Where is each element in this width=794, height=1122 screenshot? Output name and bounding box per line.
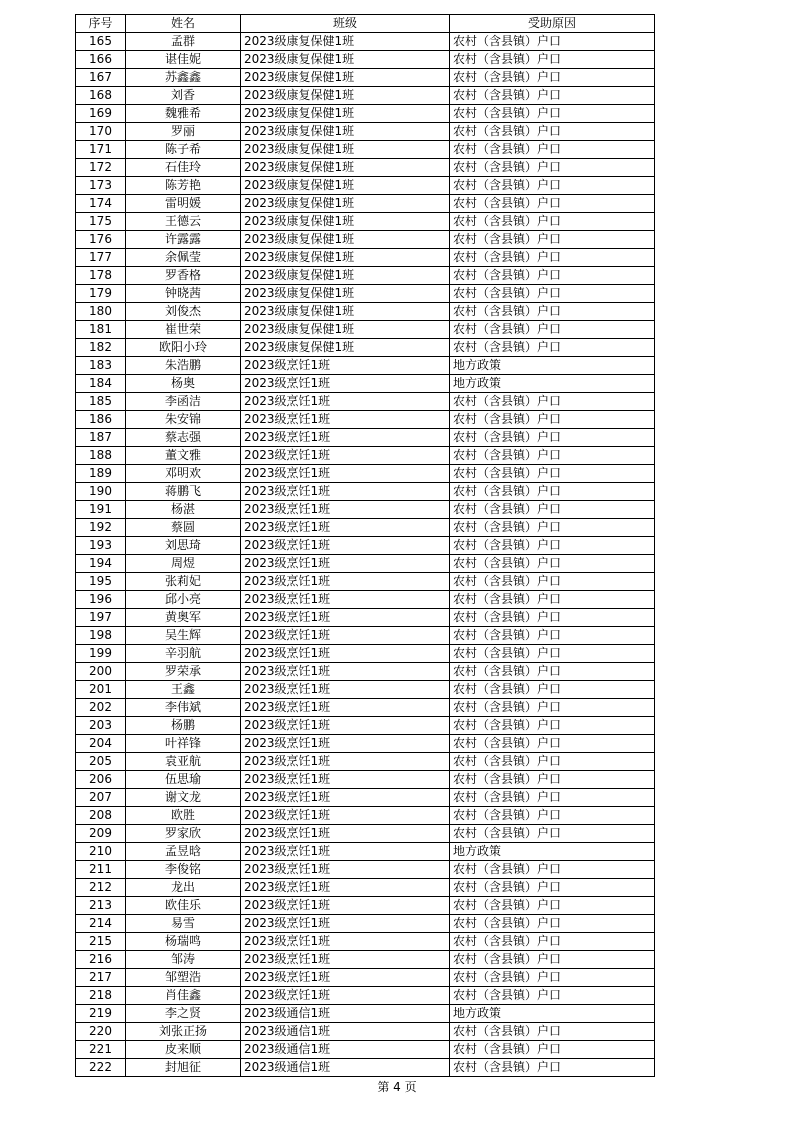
cell-index: 182: [76, 339, 126, 357]
cell-reason: 农村（含县镇）户口: [450, 699, 655, 717]
table-row: [76, 699, 655, 717]
cell-index: 205: [76, 753, 126, 771]
cell-reason: 农村（含县镇）户口: [450, 51, 655, 69]
cell-class: 2023级烹饪1班: [241, 447, 450, 465]
cell-index: 196: [76, 591, 126, 609]
cell-reason: 农村（含县镇）户口: [450, 159, 655, 177]
table-row: [76, 897, 655, 915]
cell-name: 肖佳鑫: [126, 987, 241, 1005]
cell-class: 2023级烹饪1班: [241, 753, 450, 771]
cell-index: 213: [76, 897, 126, 915]
table-row: [76, 951, 655, 969]
cell-class: 2023级烹饪1班: [241, 609, 450, 627]
cell-class: 2023级康复保健1班: [241, 339, 450, 357]
cell-reason: 农村（含县镇）户口: [450, 1059, 655, 1077]
cell-index: 166: [76, 51, 126, 69]
cell-class: 2023级烹饪1班: [241, 429, 450, 447]
table-row: [76, 429, 655, 447]
cell-index: 165: [76, 33, 126, 51]
cell-class: 2023级烹饪1班: [241, 699, 450, 717]
table-row: [76, 969, 655, 987]
cell-class: 2023级烹饪1班: [241, 501, 450, 519]
cell-class: 2023级烹饪1班: [241, 537, 450, 555]
table-row: [76, 321, 655, 339]
cell-name: 伍思瑜: [126, 771, 241, 789]
cell-name: 欧佳乐: [126, 897, 241, 915]
cell-name: 谌佳妮: [126, 51, 241, 69]
cell-reason: 农村（含县镇）户口: [450, 987, 655, 1005]
cell-reason: 农村（含县镇）户口: [450, 429, 655, 447]
cell-class: 2023级康复保健1班: [241, 69, 450, 87]
cell-name: 陈芳艳: [126, 177, 241, 195]
cell-reason: 农村（含县镇）户口: [450, 69, 655, 87]
cell-reason: 农村（含县镇）户口: [450, 177, 655, 195]
cell-reason: 农村（含县镇）户口: [450, 879, 655, 897]
cell-index: 186: [76, 411, 126, 429]
cell-class: 2023级康复保健1班: [241, 51, 450, 69]
cell-class: 2023级烹饪1班: [241, 555, 450, 573]
cell-index: 191: [76, 501, 126, 519]
cell-index: 169: [76, 105, 126, 123]
table-row: [76, 663, 655, 681]
cell-index: 208: [76, 807, 126, 825]
cell-reason: 农村（含县镇）户口: [450, 861, 655, 879]
cell-name: 许露露: [126, 231, 241, 249]
table-row: [76, 807, 655, 825]
cell-class: 2023级烹饪1班: [241, 843, 450, 861]
cell-name: 邓明欢: [126, 465, 241, 483]
cell-index: 172: [76, 159, 126, 177]
cell-name: 苏鑫鑫: [126, 69, 241, 87]
cell-index: 177: [76, 249, 126, 267]
table-row: [76, 555, 655, 573]
table-row: [76, 519, 655, 537]
cell-reason: 农村（含县镇）户口: [450, 519, 655, 537]
cell-class: 2023级烹饪1班: [241, 807, 450, 825]
cell-reason: 农村（含县镇）户口: [450, 771, 655, 789]
cell-class: 2023级烹饪1班: [241, 519, 450, 537]
cell-index: 218: [76, 987, 126, 1005]
cell-index: 207: [76, 789, 126, 807]
cell-name: 钟晓茜: [126, 285, 241, 303]
cell-name: 龙出: [126, 879, 241, 897]
table-row: [76, 591, 655, 609]
table-row: [76, 393, 655, 411]
table-row: [76, 645, 655, 663]
table-row: [76, 915, 655, 933]
cell-name: 王德云: [126, 213, 241, 231]
cell-name: 董文雅: [126, 447, 241, 465]
cell-class: 2023级康复保健1班: [241, 177, 450, 195]
cell-index: 197: [76, 609, 126, 627]
cell-index: 180: [76, 303, 126, 321]
cell-index: 211: [76, 861, 126, 879]
cell-name: 罗香格: [126, 267, 241, 285]
cell-index: 175: [76, 213, 126, 231]
cell-name: 李函洁: [126, 393, 241, 411]
cell-reason: 农村（含县镇）户口: [450, 537, 655, 555]
cell-index: 201: [76, 681, 126, 699]
cell-name: 邹塑浩: [126, 969, 241, 987]
cell-name: 石佳玲: [126, 159, 241, 177]
cell-name: 蒋鹏飞: [126, 483, 241, 501]
cell-reason: 地方政策: [450, 375, 655, 393]
cell-reason: 农村（含县镇）户口: [450, 591, 655, 609]
cell-name: 杨瑞鸣: [126, 933, 241, 951]
cell-name: 王鑫: [126, 681, 241, 699]
roster-table: [75, 14, 655, 1077]
table-row: [76, 357, 655, 375]
table-row: [76, 1041, 655, 1059]
table-row: [76, 753, 655, 771]
cell-reason: 农村（含县镇）户口: [450, 411, 655, 429]
cell-index: 219: [76, 1005, 126, 1023]
table-row: [76, 627, 655, 645]
cell-reason: 农村（含县镇）户口: [450, 717, 655, 735]
cell-class: 2023级通信1班: [241, 1041, 450, 1059]
cell-reason: 地方政策: [450, 357, 655, 375]
cell-name: 张莉妃: [126, 573, 241, 591]
cell-index: 173: [76, 177, 126, 195]
cell-name: 黄奥军: [126, 609, 241, 627]
cell-index: 171: [76, 141, 126, 159]
cell-name: 朱浩鹏: [126, 357, 241, 375]
cell-index: 178: [76, 267, 126, 285]
cell-name: 封旭征: [126, 1059, 241, 1077]
cell-name: 谢文龙: [126, 789, 241, 807]
cell-reason: 农村（含县镇）户口: [450, 123, 655, 141]
cell-name: 袁亚航: [126, 753, 241, 771]
cell-reason: 农村（含县镇）户口: [450, 339, 655, 357]
cell-reason: 农村（含县镇）户口: [450, 483, 655, 501]
table-row: [76, 249, 655, 267]
cell-index: 188: [76, 447, 126, 465]
cell-index: 210: [76, 843, 126, 861]
table-row: [76, 213, 655, 231]
cell-name: 李之贤: [126, 1005, 241, 1023]
cell-name: 杨鹏: [126, 717, 241, 735]
table-row: [76, 771, 655, 789]
cell-class: 2023级烹饪1班: [241, 771, 450, 789]
cell-name: 杨奥: [126, 375, 241, 393]
table-row: [76, 141, 655, 159]
cell-class: 2023级通信1班: [241, 1005, 450, 1023]
table-row: [76, 159, 655, 177]
cell-reason: 农村（含县镇）户口: [450, 789, 655, 807]
cell-reason: 农村（含县镇）户口: [450, 915, 655, 933]
table-row: [76, 861, 655, 879]
cell-reason: 农村（含县镇）户口: [450, 825, 655, 843]
cell-name: 刘思琦: [126, 537, 241, 555]
cell-class: 2023级烹饪1班: [241, 915, 450, 933]
cell-class: 2023级通信1班: [241, 1059, 450, 1077]
cell-name: 罗丽: [126, 123, 241, 141]
cell-class: 2023级康复保健1班: [241, 33, 450, 51]
cell-index: 185: [76, 393, 126, 411]
table-row: [76, 933, 655, 951]
cell-class: 2023级烹饪1班: [241, 789, 450, 807]
cell-name: 蔡圆: [126, 519, 241, 537]
cell-class: 2023级烹饪1班: [241, 825, 450, 843]
cell-name: 陈子希: [126, 141, 241, 159]
cell-index: 200: [76, 663, 126, 681]
cell-reason: 农村（含县镇）户口: [450, 213, 655, 231]
cell-name: 杨湛: [126, 501, 241, 519]
cell-name: 邹涛: [126, 951, 241, 969]
cell-index: 195: [76, 573, 126, 591]
cell-name: 罗家欣: [126, 825, 241, 843]
cell-class: 2023级康复保健1班: [241, 231, 450, 249]
table-row: [76, 573, 655, 591]
cell-class: 2023级康复保健1班: [241, 321, 450, 339]
table-row: [76, 825, 655, 843]
cell-class: 2023级烹饪1班: [241, 627, 450, 645]
table-row: [76, 1059, 655, 1077]
cell-class: 2023级康复保健1班: [241, 159, 450, 177]
roster-body: [76, 33, 655, 1077]
cell-name: 李俊铭: [126, 861, 241, 879]
cell-class: 2023级烹饪1班: [241, 393, 450, 411]
cell-name: 叶祥锋: [126, 735, 241, 753]
cell-class: 2023级烹饪1班: [241, 951, 450, 969]
cell-index: 214: [76, 915, 126, 933]
cell-index: 222: [76, 1059, 126, 1077]
header-index: 序号: [76, 15, 126, 33]
cell-reason: 农村（含县镇）户口: [450, 231, 655, 249]
cell-reason: 农村（含县镇）户口: [450, 303, 655, 321]
cell-reason: 农村（含县镇）户口: [450, 105, 655, 123]
table-row: [76, 681, 655, 699]
cell-class: 2023级烹饪1班: [241, 465, 450, 483]
cell-reason: 农村（含县镇）户口: [450, 807, 655, 825]
cell-class: 2023级烹饪1班: [241, 933, 450, 951]
page-number: 第 4 页: [377, 1080, 417, 1094]
cell-class: 2023级烹饪1班: [241, 591, 450, 609]
table-row: [76, 339, 655, 357]
cell-reason: 农村（含县镇）户口: [450, 195, 655, 213]
table-row: [76, 177, 655, 195]
cell-class: 2023级烹饪1班: [241, 663, 450, 681]
table-row: [76, 375, 655, 393]
table-row: [76, 501, 655, 519]
table-row: [76, 447, 655, 465]
cell-reason: 农村（含县镇）户口: [450, 87, 655, 105]
cell-reason: 农村（含县镇）户口: [450, 663, 655, 681]
table-row: [76, 87, 655, 105]
cell-class: 2023级烹饪1班: [241, 645, 450, 663]
cell-name: 罗荣承: [126, 663, 241, 681]
cell-index: 190: [76, 483, 126, 501]
cell-index: 183: [76, 357, 126, 375]
cell-class: 2023级烹饪1班: [241, 681, 450, 699]
cell-reason: 农村（含县镇）户口: [450, 141, 655, 159]
cell-reason: 农村（含县镇）户口: [450, 897, 655, 915]
cell-reason: 农村（含县镇）户口: [450, 753, 655, 771]
cell-index: 170: [76, 123, 126, 141]
cell-reason: 农村（含县镇）户口: [450, 501, 655, 519]
cell-index: 216: [76, 951, 126, 969]
cell-class: 2023级烹饪1班: [241, 735, 450, 753]
cell-class: 2023级通信1班: [241, 1023, 450, 1041]
cell-class: 2023级康复保健1班: [241, 123, 450, 141]
cell-name: 蔡志强: [126, 429, 241, 447]
cell-class: 2023级康复保健1班: [241, 249, 450, 267]
cell-name: 欧阳小玲: [126, 339, 241, 357]
cell-class: 2023级康复保健1班: [241, 285, 450, 303]
cell-index: 198: [76, 627, 126, 645]
cell-class: 2023级烹饪1班: [241, 483, 450, 501]
table-row: [76, 231, 655, 249]
cell-class: 2023级康复保健1班: [241, 87, 450, 105]
cell-class: 2023级烹饪1班: [241, 375, 450, 393]
table-row: [76, 537, 655, 555]
table-row: [76, 789, 655, 807]
table-row: [76, 1005, 655, 1023]
table-row: [76, 123, 655, 141]
table-row: [76, 987, 655, 1005]
cell-name: 欧胜: [126, 807, 241, 825]
cell-reason: 农村（含县镇）户口: [450, 447, 655, 465]
cell-index: 203: [76, 717, 126, 735]
cell-index: 181: [76, 321, 126, 339]
cell-class: 2023级康复保健1班: [241, 303, 450, 321]
cell-name: 雷明媛: [126, 195, 241, 213]
cell-index: 221: [76, 1041, 126, 1059]
cell-index: 206: [76, 771, 126, 789]
table-row: [76, 303, 655, 321]
cell-reason: 农村（含县镇）户口: [450, 627, 655, 645]
cell-class: 2023级烹饪1班: [241, 411, 450, 429]
cell-index: 202: [76, 699, 126, 717]
table-row: [76, 483, 655, 501]
cell-index: 168: [76, 87, 126, 105]
cell-class: 2023级烹饪1班: [241, 717, 450, 735]
cell-reason: 农村（含县镇）户口: [450, 249, 655, 267]
cell-reason: 地方政策: [450, 843, 655, 861]
cell-reason: 农村（含县镇）户口: [450, 555, 655, 573]
cell-reason: 地方政策: [450, 1005, 655, 1023]
cell-index: 176: [76, 231, 126, 249]
cell-reason: 农村（含县镇）户口: [450, 285, 655, 303]
cell-index: 194: [76, 555, 126, 573]
cell-index: 187: [76, 429, 126, 447]
cell-name: 崔世荣: [126, 321, 241, 339]
cell-reason: 农村（含县镇）户口: [450, 735, 655, 753]
cell-name: 余佩莹: [126, 249, 241, 267]
table-row: [76, 105, 655, 123]
cell-reason: 农村（含县镇）户口: [450, 1041, 655, 1059]
cell-index: 174: [76, 195, 126, 213]
cell-class: 2023级烹饪1班: [241, 357, 450, 375]
cell-class: 2023级康复保健1班: [241, 213, 450, 231]
cell-index: 179: [76, 285, 126, 303]
cell-reason: 农村（含县镇）户口: [450, 1023, 655, 1041]
cell-index: 220: [76, 1023, 126, 1041]
cell-index: 204: [76, 735, 126, 753]
cell-class: 2023级康复保健1班: [241, 141, 450, 159]
cell-index: 192: [76, 519, 126, 537]
table-row: [76, 1023, 655, 1041]
cell-name: 刘俊杰: [126, 303, 241, 321]
table-row: [76, 51, 655, 69]
cell-name: 孟昱晗: [126, 843, 241, 861]
cell-reason: 农村（含县镇）户口: [450, 951, 655, 969]
cell-index: 212: [76, 879, 126, 897]
header-reason: 受助原因: [450, 15, 655, 33]
cell-reason: 农村（含县镇）户口: [450, 321, 655, 339]
table-row: [76, 609, 655, 627]
cell-name: 魏雅希: [126, 105, 241, 123]
table-row: [76, 267, 655, 285]
cell-class: 2023级烹饪1班: [241, 861, 450, 879]
cell-class: 2023级烹饪1班: [241, 573, 450, 591]
table-row: [76, 717, 655, 735]
cell-class: 2023级康复保健1班: [241, 105, 450, 123]
cell-name: 邱小亮: [126, 591, 241, 609]
cell-index: 167: [76, 69, 126, 87]
cell-name: 易雪: [126, 915, 241, 933]
cell-reason: 农村（含县镇）户口: [450, 933, 655, 951]
cell-reason: 农村（含县镇）户口: [450, 969, 655, 987]
cell-reason: 农村（含县镇）户口: [450, 681, 655, 699]
cell-class: 2023级烹饪1班: [241, 897, 450, 915]
cell-class: 2023级康复保健1班: [241, 195, 450, 213]
cell-name: 周煜: [126, 555, 241, 573]
table-row: [76, 843, 655, 861]
header-class: 班级: [241, 15, 450, 33]
cell-reason: 农村（含县镇）户口: [450, 267, 655, 285]
cell-name: 孟群: [126, 33, 241, 51]
cell-name: 刘香: [126, 87, 241, 105]
table-row: [76, 735, 655, 753]
cell-reason: 农村（含县镇）户口: [450, 33, 655, 51]
table-row: [76, 411, 655, 429]
table-row: [76, 33, 655, 51]
cell-name: 李伟斌: [126, 699, 241, 717]
cell-name: 皮来顺: [126, 1041, 241, 1059]
cell-class: 2023级烹饪1班: [241, 969, 450, 987]
cell-index: 215: [76, 933, 126, 951]
table-row: [76, 879, 655, 897]
cell-reason: 农村（含县镇）户口: [450, 573, 655, 591]
header-row: [76, 15, 655, 33]
cell-index: 189: [76, 465, 126, 483]
table-row: [76, 69, 655, 87]
cell-reason: 农村（含县镇）户口: [450, 393, 655, 411]
cell-index: 199: [76, 645, 126, 663]
cell-reason: 农村（含县镇）户口: [450, 645, 655, 663]
table-row: [76, 195, 655, 213]
header-name: 姓名: [126, 15, 241, 33]
cell-class: 2023级烹饪1班: [241, 879, 450, 897]
cell-index: 193: [76, 537, 126, 555]
cell-index: 217: [76, 969, 126, 987]
cell-name: 刘张正扬: [126, 1023, 241, 1041]
cell-index: 184: [76, 375, 126, 393]
cell-index: 209: [76, 825, 126, 843]
cell-name: 辛羽航: [126, 645, 241, 663]
cell-reason: 农村（含县镇）户口: [450, 609, 655, 627]
cell-name: 朱安锦: [126, 411, 241, 429]
table-row: [76, 465, 655, 483]
table-row: [76, 285, 655, 303]
cell-class: 2023级康复保健1班: [241, 267, 450, 285]
cell-reason: 农村（含县镇）户口: [450, 465, 655, 483]
cell-class: 2023级烹饪1班: [241, 987, 450, 1005]
cell-name: 吴生辉: [126, 627, 241, 645]
